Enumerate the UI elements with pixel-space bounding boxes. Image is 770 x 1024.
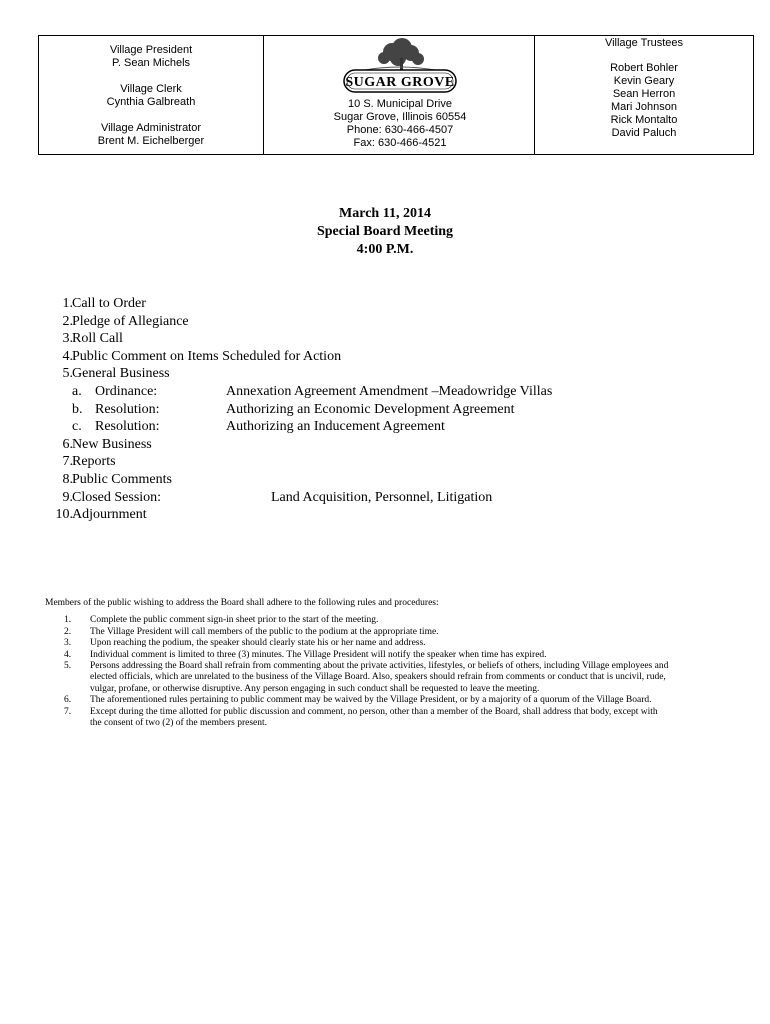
- agenda-item-number: 1.: [62, 296, 73, 311]
- agenda-item-number: 10.: [55, 507, 73, 523]
- agenda-item: [45, 365, 725, 383]
- agenda-item-number: a.: [72, 383, 82, 399]
- agenda-item-label: Public Comments: [72, 471, 172, 487]
- rule-text: The aforementioned rules pertaining to public comment may be waived by the Village President, or by a majority of a quorum of the Village Board.: [90, 695, 652, 706]
- agenda-item-number: 8.: [62, 471, 73, 487]
- agenda-item: [45, 506, 725, 524]
- rule-item: [45, 627, 670, 638]
- rule-number: 1.: [64, 615, 72, 626]
- agenda-item-description: Annexation Agreement Amendment –Meadowridge Villas: [226, 383, 553, 399]
- rule-text: Individual comment is limited to three (3) minutes. The Village President will notify the speaker when time has expired.: [90, 649, 547, 660]
- meeting-date: March 11, 2014: [339, 206, 431, 221]
- rule-text: The Village President will call members of the public to the podium at the appropriate time.: [90, 626, 439, 637]
- agenda-item: [45, 471, 725, 489]
- agenda-item-label: General Business: [72, 366, 170, 382]
- agenda-item: [45, 313, 725, 331]
- address-column: [263, 36, 537, 154]
- agenda-item-number: 5.: [62, 366, 73, 382]
- president-title: Village President: [109, 44, 193, 56]
- trustee-name: Sean Herron: [612, 88, 676, 100]
- agenda-item-number: 6.: [62, 436, 73, 452]
- rule-number: 5.: [64, 661, 72, 672]
- trustees-column: [534, 36, 753, 154]
- agenda-item: [45, 489, 725, 507]
- agenda-item-label: Resolution:: [95, 401, 160, 417]
- officers-column: [39, 36, 264, 154]
- rule-item: [45, 695, 670, 706]
- rule-number: 3.: [64, 638, 72, 649]
- logo-text: SUGAR GROVE: [345, 75, 455, 90]
- rule-number: 2.: [64, 626, 72, 637]
- agenda-item-label: Public Comment on Items Scheduled for Action: [72, 348, 342, 364]
- rule-text: Complete the public comment sign-in sheet prior to the start of the meeting.: [90, 615, 379, 626]
- trustees-title: Village Trustees: [604, 37, 684, 49]
- agenda-item-label: Roll Call: [72, 331, 123, 347]
- clerk-title: Village Clerk: [120, 83, 182, 95]
- agenda-list: [45, 295, 725, 524]
- rule-item: [45, 650, 670, 661]
- rule-item: [45, 707, 670, 730]
- president-name: P. Sean Michels: [111, 57, 191, 69]
- address-city: Sugar Grove, Illinois 60554: [333, 111, 467, 123]
- letterhead: [38, 35, 754, 155]
- agenda-item-description: Land Acquisition, Personnel, Litigation: [271, 489, 493, 505]
- rule-text: Persons addressing the Board shall refrain from commenting about the private activities, lifestyles, or beliefs of others, including Village employees and elected officials, which are unrelated to the business of the Village Board. Also, speakers should refrain from comments or conduct that is uncivil, rude, vulgar, profane, or otherwise disruptive. Any person engaging in such conduct shall be requested to leave the meeting.: [90, 661, 669, 694]
- address-street: 10 S. Municipal Drive: [348, 98, 452, 110]
- agenda-item: [45, 436, 725, 454]
- trustee-name: David Paluch: [611, 127, 677, 139]
- rule-item: [45, 661, 670, 695]
- trustee-name: Robert Bohler: [610, 62, 678, 74]
- agenda-item-label: Closed Session:: [72, 489, 162, 505]
- address-phone: Phone: 630-466-4507: [346, 124, 454, 136]
- rule-number: 4.: [64, 649, 72, 660]
- meeting-time: 4:00 P.M.: [356, 242, 414, 257]
- rule-text: Except during the time allotted for public discussion and comment, no person, other than a member of the Board, shall address that body, except with the consent of two (2) of the members present.: [90, 706, 658, 729]
- agenda-subitem: [45, 418, 725, 436]
- agenda-item: [45, 453, 725, 471]
- agenda-item-label: Resolution:: [95, 419, 160, 435]
- public-comment-rules: [45, 598, 725, 729]
- agenda-item-label: Reports: [72, 454, 116, 470]
- agenda-item-number: 3.: [62, 331, 73, 347]
- trustee-name: Kevin Geary: [613, 75, 675, 87]
- trustee-name: Rick Montalto: [610, 114, 678, 126]
- meeting-heading: [0, 205, 770, 259]
- agenda-item: [45, 330, 725, 348]
- agenda-item-label: New Business: [72, 436, 152, 452]
- agenda-item-number: c.: [72, 419, 82, 435]
- trustee-name: Mari Johnson: [610, 101, 678, 113]
- agenda-item-label: Ordinance:: [95, 383, 158, 399]
- agenda-item-label: Adjournment: [72, 507, 147, 523]
- administrator-title: Village Administrator: [100, 122, 202, 134]
- administrator-name: Brent M. Eichelberger: [97, 135, 205, 147]
- rule-number: 7.: [64, 706, 72, 717]
- rule-item: [45, 638, 670, 649]
- agenda-item-number: 9.: [62, 489, 73, 505]
- rules-intro: Members of the public wishing to address the Board shall adhere to the following rules and procedures:: [45, 598, 439, 608]
- agenda-subitem: [45, 401, 725, 419]
- rule-number: 6.: [64, 695, 72, 706]
- agenda-subitem: [45, 383, 725, 401]
- agenda-item-number: 7.: [62, 454, 73, 470]
- sugar-grove-logo: [340, 38, 460, 98]
- agenda-item-description: Authorizing an Economic Development Agreement: [226, 401, 515, 417]
- agenda-item-number: 4.: [62, 348, 73, 364]
- agenda-item-label: Pledge of Allegiance: [72, 313, 189, 329]
- agenda-item-label: Call to Order: [72, 296, 146, 311]
- rule-text: Upon reaching the podium, the speaker should clearly state his or her name and address.: [90, 638, 426, 649]
- meeting-type: Special Board Meeting: [316, 224, 454, 239]
- agenda-item-number: 2.: [62, 313, 73, 329]
- agenda-item: [45, 348, 725, 366]
- agenda-item-description: Authorizing an Inducement Agreement: [226, 419, 445, 435]
- trustees-list: [535, 62, 753, 140]
- rule-item: [45, 615, 670, 626]
- agenda-item-number: b.: [72, 401, 83, 417]
- agenda-item: [45, 295, 725, 313]
- address-fax: Fax: 630-466-4521: [353, 137, 447, 149]
- rules-list: [45, 615, 725, 729]
- clerk-name: Cynthia Galbreath: [106, 96, 196, 108]
